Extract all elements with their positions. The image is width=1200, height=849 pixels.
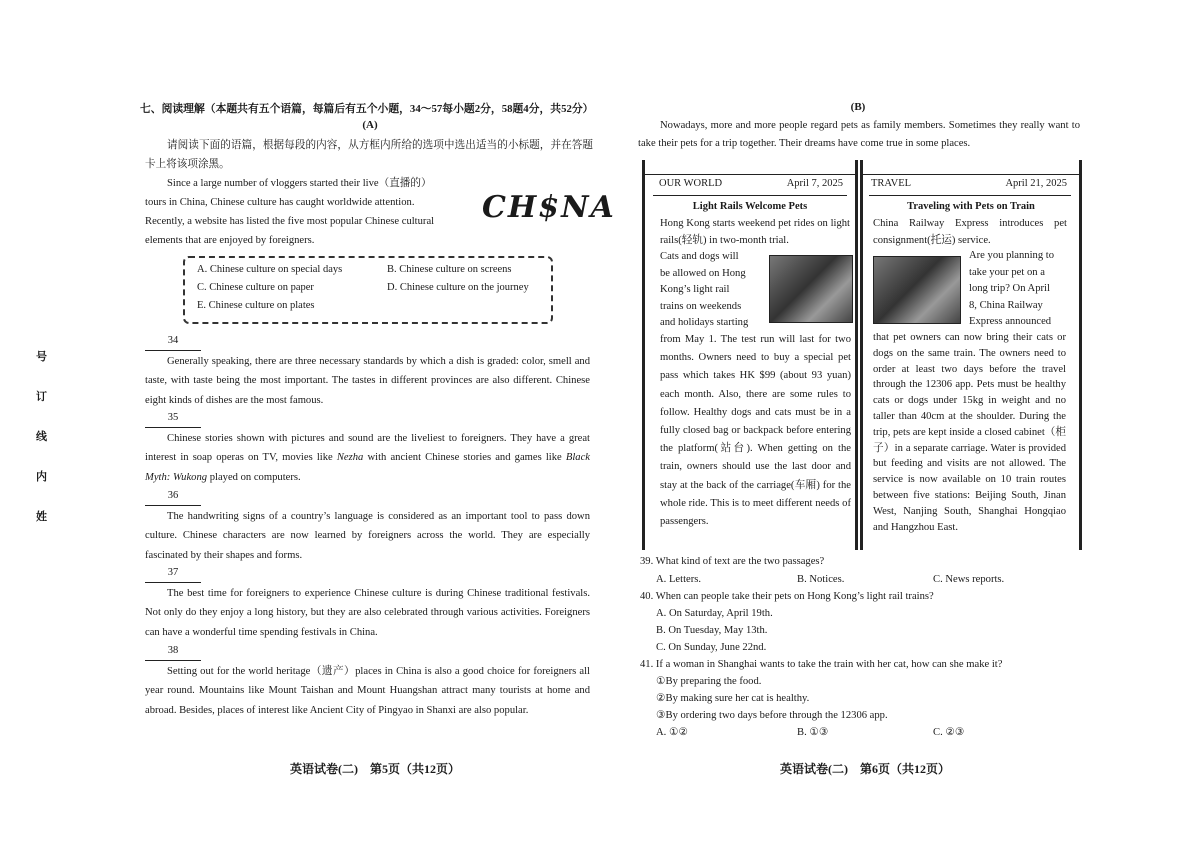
q41-stem: 41. If a woman in Shanghai wants to take the train with her cat, how can she make it?: [640, 659, 1003, 670]
section-title: 七、阅读理解（本题共有五个语篇，每篇后有五个小题，34～57每小题2分，58题4分，共52分）: [140, 103, 594, 115]
paragraph-37: The best time for foreigners to experience Chinese culture is during Chinese traditional festivals. Not only do they enjoy a long history, but they are also celebrated through various activities. Foreigners can have a wonderful time spending festivals in China.: [145, 588, 590, 638]
news1-lead: Hong Kong starts weekend pet rides on light rails(轻轨) in two-month trial.: [660, 218, 850, 246]
option-c: C. Chinese culture on paper: [197, 282, 314, 293]
news1-section: OUR WORLD: [659, 178, 723, 189]
paragraph-35: Chinese stories shown with pictures and sound are the liveliest to foreigners. They have a great interest in soap operas on TV, movies like Nezha with ancient Chinese stories and games like Black Myth: Wukong played on computers.: [145, 433, 590, 483]
news1-title: Light Rails Welcome Pets: [692, 201, 808, 212]
passage-b-label: (B): [850, 101, 866, 113]
news2-photo: [873, 256, 961, 324]
q40-option-c[interactable]: C. On Sunday, June 22nd.: [656, 642, 767, 653]
q41-option-c[interactable]: C. ②③: [933, 727, 965, 738]
option-d: D. Chinese culture on the journey: [387, 282, 529, 293]
news2-date: April 21, 2025: [1005, 178, 1067, 189]
options-box: [183, 256, 553, 324]
intro-line-3: Recently, a website has listed the five most popular Chinese cultural: [145, 216, 435, 227]
q41-option-a[interactable]: A. ①②: [656, 727, 688, 738]
option-b: B. Chinese culture on screens: [387, 264, 512, 275]
passage-b-intro: Nowadays, more and more people regard pets as family members. Sometimes they really want to take their pets for a trip together. Their dreams have come true in some places.: [638, 120, 1080, 149]
news1-photo: [769, 255, 853, 323]
margin-mark-4: 内: [36, 471, 47, 483]
intro-line-2: tours in China, Chinese culture has caught worldwide attention.: [145, 197, 415, 208]
q39-option-b[interactable]: B. Notices.: [797, 574, 845, 585]
margin-mark-2: 订: [36, 391, 47, 403]
news2-title: Traveling with Pets on Train: [907, 201, 1035, 212]
margin-mark-1: 号: [36, 351, 47, 363]
news2-body: that pet owners can now bring their cats or dogs on the same train. The owners need to order at least two days before the travel through the 12306 app. Pets must be healthy cats or dogs under 15kg in weight and no taller than 40cm at the shoulder. During the trip, pets are kept inside a closed cabinet（柜子）in a separate carriage. Water is provided but feeding and visits are not allowed. The service is now available on 10 train routes between five stations: Beijing South, Jinan West, Nanjing South, Shanghai Hongqiao and Hangzhou East.: [873, 332, 1066, 533]
news1-wrap: Cats and dogs will be allowed on Hong Kong’s light rail trains on weekends and holidays starting: [660, 251, 749, 328]
news-panel-2: [860, 160, 1082, 550]
q41-statement-3: ③By ordering two days before through the 12306 app.: [656, 710, 888, 721]
blank-34[interactable]: 34: [145, 333, 201, 351]
instruction-text: 请阅读下面的语篇，根据每段的内容，从方框内所给的选项中选出适当的小标题，并在答题卡上将该项涂黑。: [145, 140, 593, 170]
option-e: E. Chinese culture on plates: [197, 300, 315, 311]
paragraph-36: The handwriting signs of a country’s language is considered as an important tool to pass down culture. Chinese characters are now learned by foreigners across the world. They are especially fascinated by their shapes and forms.: [145, 511, 590, 561]
q41-statement-2: ②By making sure her cat is healthy.: [656, 693, 810, 704]
q41-option-b[interactable]: B. ①③: [797, 727, 829, 738]
q39-option-a[interactable]: A. Letters.: [656, 574, 702, 585]
q41-statement-1: ①By preparing the food.: [656, 676, 762, 687]
margin-mark-5: 姓: [36, 511, 47, 523]
q39-stem: 39. What kind of text are the two passages?: [640, 556, 825, 567]
intro-line-1: Since a large number of vloggers started their live（直播的）: [167, 178, 432, 189]
blank-37[interactable]: 37: [145, 565, 201, 583]
left-footer: 英语试卷(二) 第5页（共12页）: [290, 762, 460, 776]
q40-option-b[interactable]: B. On Tuesday, May 13th.: [656, 625, 768, 636]
news2-wrap: Are you planning to take your pet on a long trip? On April 8, China Railway Express announced: [969, 250, 1055, 327]
intro-line-4: elements that are enjoyed by foreigners.: [145, 235, 315, 246]
margin-mark-3: 线: [36, 431, 47, 443]
q39-option-c[interactable]: C. News reports.: [933, 574, 1005, 585]
blank-35[interactable]: 35: [145, 410, 201, 428]
paragraph-34: Generally speaking, there are three necessary standards by which a dish is graded: color, smell and taste, with taste being the most important. The tastes in different provinces are also different. Chinese eight kinds of dishes are the most famous.: [145, 356, 590, 406]
q40-option-a[interactable]: A. On Saturday, April 19th.: [656, 608, 773, 619]
news1-date: April 7, 2025: [786, 178, 843, 189]
news1-body: from May 1. The test run will last for two months. Owners need to buy a special pet pass which takes HK $99 (about 93 yuan) each month. Also, there are some rules to follow. Healthy dogs and cats must be in a fully closed bag or backpack before entering the platform(站台). When getting on the train, owners should use the last door and stay at the back of the carriage(车厢) for the whole ride. This is to meet different needs of passengers.: [660, 334, 851, 528]
q40-stem: 40. When can people take their pets on Hong Kong’s light rail trains?: [640, 591, 934, 602]
passage-a-label: (A): [362, 119, 378, 131]
china-logo: CH$NA: [482, 190, 616, 225]
news2-section: TRAVEL: [871, 178, 912, 189]
right-footer: 英语试卷(二) 第6页（共12页）: [780, 762, 950, 776]
news-panel-1: [642, 160, 858, 550]
blank-36[interactable]: 36: [145, 488, 201, 506]
blank-38[interactable]: 38: [145, 643, 201, 661]
news2-lead: China Railway Express introduces pet consignment(托运) service.: [873, 218, 1067, 246]
paragraph-38: Setting out for the world heritage（遗产）places in China is also a good choice for foreigners all year round. Mountains like Mount Taishan and Mount Huangshan attract many tourists at home and abroad. Besides, places of interest like Ancient City of Pingyao in Shanxi are also popular.: [145, 666, 590, 716]
option-a: A. Chinese culture on special days: [197, 264, 343, 275]
